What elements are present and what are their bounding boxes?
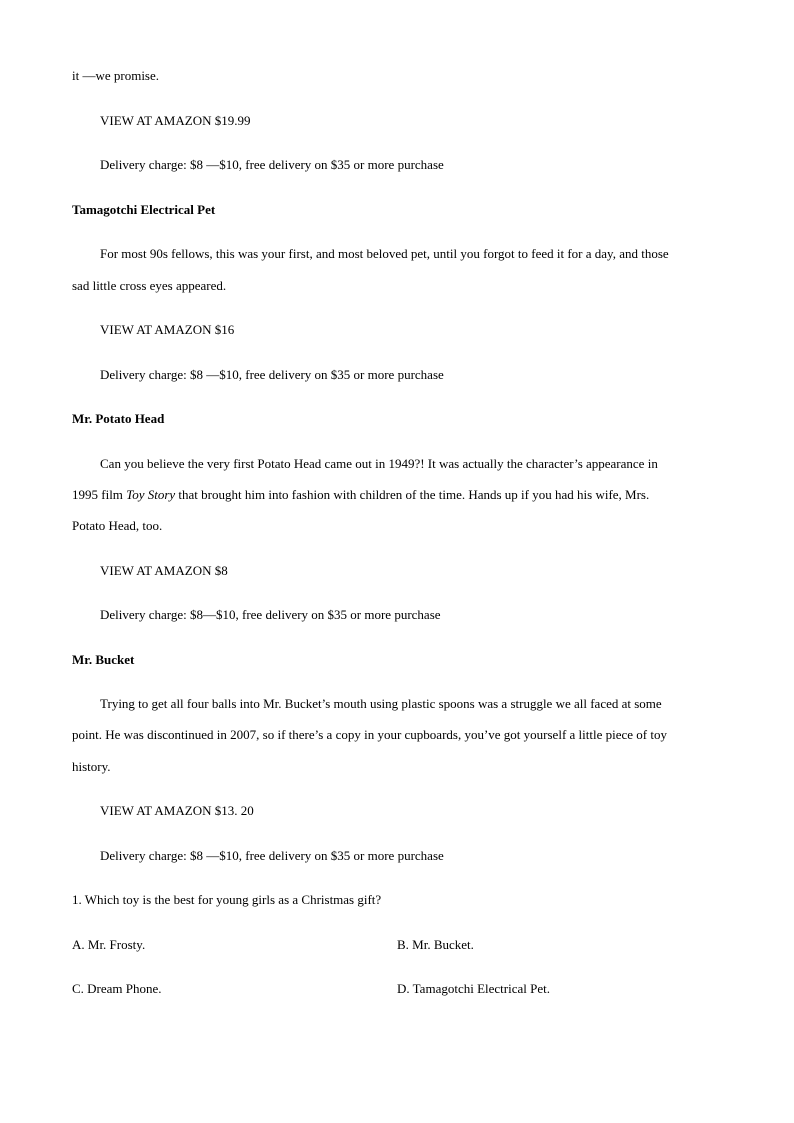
section-body-line: point. He was discontinued in 2007, so if there’s a copy in your cupboards, you’ve got yourself a little piece of toy bbox=[72, 727, 667, 742]
option-a[interactable]: A. Mr. Frosty. bbox=[72, 937, 146, 952]
intro-tail-text: it —we promise. bbox=[72, 68, 160, 83]
view-at-amazon-link[interactable]: VIEW AT AMAZON $19.99 bbox=[100, 113, 251, 128]
section-body-line: sad little cross eyes appeared. bbox=[72, 278, 227, 293]
option-c[interactable]: C. Dream Phone. bbox=[72, 981, 162, 996]
section-body-line: history. bbox=[72, 759, 111, 774]
section-body-line: Potato Head, too. bbox=[72, 518, 163, 533]
delivery-charge-text: Delivery charge: $8 —$10, free delivery on $35 or more purchase bbox=[100, 367, 444, 382]
option-d[interactable]: D. Tamagotchi Electrical Pet. bbox=[397, 981, 550, 996]
delivery-charge-text: Delivery charge: $8 —$10, free delivery on $35 or more purchase bbox=[100, 157, 444, 172]
body-text-segment: 1995 film bbox=[72, 487, 127, 502]
film-title-italic: Toy Story bbox=[126, 487, 176, 502]
section-body-line: For most 90s fellows, this was your first, and most beloved pet, until you forgot to feed it for a day, and those bbox=[100, 246, 669, 261]
question-text: 1. Which toy is the best for young girls as a Christmas gift? bbox=[72, 892, 382, 907]
section-title-mr-bucket: Mr. Bucket bbox=[72, 652, 135, 667]
delivery-charge-text: Delivery charge: $8 —$10, free delivery on $35 or more purchase bbox=[100, 848, 444, 863]
section-body-line: Trying to get all four balls into Mr. Bucket’s mouth using plastic spoons was a struggle we all faced at some bbox=[100, 696, 662, 711]
section-body-line: Can you believe the very first Potato Head came out in 1949?! It was actually the character’s appearance in bbox=[100, 456, 658, 471]
delivery-charge-text: Delivery charge: $8—$10, free delivery on $35 or more purchase bbox=[100, 607, 441, 622]
body-text-segment: that brought him into fashion with children of the time. Hands up if you had his wife, Mrs. bbox=[175, 487, 650, 502]
section-title-tamagotchi: Tamagotchi Electrical Pet bbox=[72, 202, 216, 217]
section-body-line bbox=[72, 487, 649, 503]
view-at-amazon-link[interactable]: VIEW AT AMAZON $8 bbox=[100, 563, 228, 578]
view-at-amazon-link[interactable]: VIEW AT AMAZON $13. 20 bbox=[100, 803, 254, 818]
section-title-potato-head: Mr. Potato Head bbox=[72, 411, 165, 426]
option-b[interactable]: B. Mr. Bucket. bbox=[397, 937, 474, 952]
view-at-amazon-link[interactable]: VIEW AT AMAZON $16 bbox=[100, 322, 235, 337]
